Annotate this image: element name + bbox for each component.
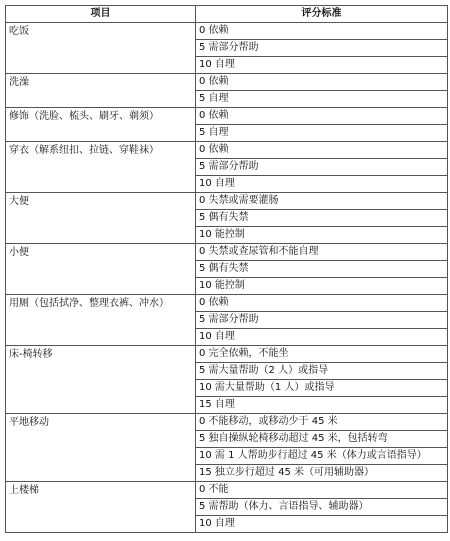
score-cell: 15 自理 [196,397,448,414]
item-cell: 穿衣（解系纽扣、拉链、穿鞋袜） [6,142,196,193]
score-cell: 0 依赖 [196,142,448,159]
item-cell: 修饰（洗脸、梳头、刷牙、剃须） [6,108,196,142]
table-body [6,23,448,533]
item-cell: 上楼梯 [6,482,196,533]
barthel-index-table [5,5,448,533]
score-cell: 5 自理 [196,91,448,108]
score-cell: 0 失禁或查尿管和不能自理 [196,244,448,261]
score-cell: 5 需部分帮助 [196,159,448,176]
item-cell: 洗澡 [6,74,196,108]
score-cell: 5 自理 [196,125,448,142]
score-cell: 5 需部分帮助 [196,40,448,57]
score-cell: 0 不能 [196,482,448,499]
score-cell: 10 能控制 [196,278,448,295]
table-row [6,346,448,363]
item-cell: 小便 [6,244,196,295]
header-score: 评分标准 [196,6,448,23]
item-cell: 大便 [6,193,196,244]
table-row [6,23,448,40]
score-cell: 10 需大量帮助（1 人）或指导 [196,380,448,397]
item-cell: 用厕（包括拭净、整理衣裤、冲水） [6,295,196,346]
score-cell: 5 需部分帮助 [196,312,448,329]
score-cell: 5 偶有失禁 [196,261,448,278]
table-row [6,244,448,261]
assessment-sheet [5,5,447,533]
score-cell: 15 独立步行超过 45 米（可用辅助器） [196,465,448,482]
score-cell: 0 依赖 [196,108,448,125]
score-cell: 5 需帮助（体力、言语指导、辅助器） [196,499,448,516]
table-row [6,74,448,91]
item-cell: 平地移动 [6,414,196,482]
score-cell: 0 失禁或需要灌肠 [196,193,448,210]
header-item: 项目 [6,6,196,23]
score-cell: 10 能控制 [196,227,448,244]
table-header-row [6,6,448,23]
table-row [6,142,448,159]
score-cell: 10 自理 [196,329,448,346]
score-cell: 10 需 1 人帮助步行超过 45 米（体力或言语指导） [196,448,448,465]
table-row [6,193,448,210]
score-cell: 10 自理 [196,57,448,74]
score-cell: 0 依赖 [196,74,448,91]
item-cell: 吃饭 [6,23,196,74]
score-cell: 0 不能移动，或移动少于 45 米 [196,414,448,431]
score-cell: 0 依赖 [196,295,448,312]
score-cell: 10 自理 [196,516,448,533]
score-cell: 0 完全依赖，不能坐 [196,346,448,363]
table-row [6,108,448,125]
table-row [6,295,448,312]
score-cell: 10 自理 [196,176,448,193]
score-cell: 5 独自操纵轮椅移动超过 45 米，包括转弯 [196,431,448,448]
item-cell: 床-椅转移 [6,346,196,414]
score-cell: 5 偶有失禁 [196,210,448,227]
table-row [6,482,448,499]
table-row [6,414,448,431]
score-cell: 0 依赖 [196,23,448,40]
score-cell: 5 需大量帮助（2 人）或指导 [196,363,448,380]
